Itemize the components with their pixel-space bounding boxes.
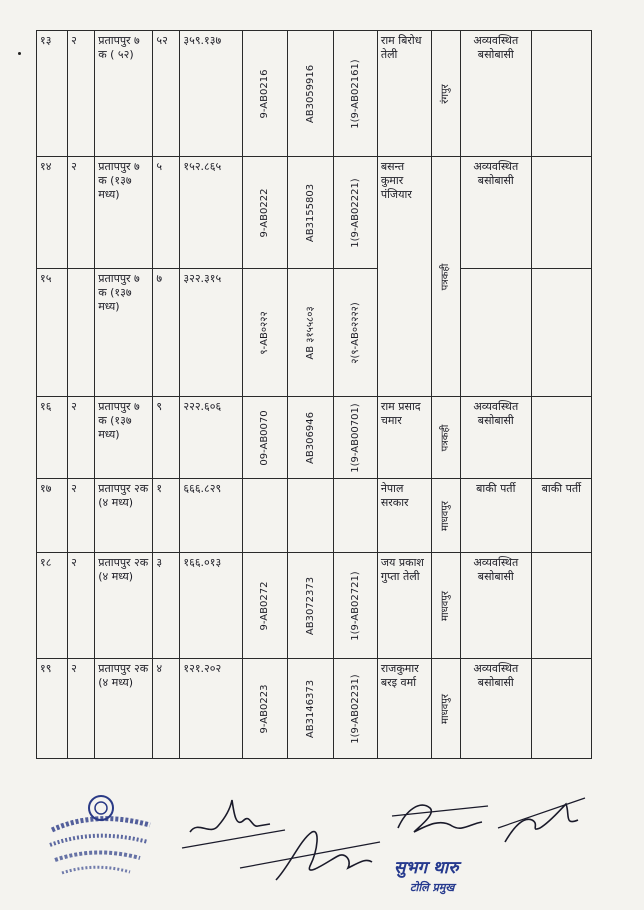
signature-area <box>0 770 644 910</box>
signature-3 <box>398 805 482 832</box>
area: १६६.०१३ <box>180 553 242 659</box>
remark <box>531 269 591 397</box>
area: ३५९.१३७ <box>180 31 242 157</box>
serial-number: १७ <box>37 479 68 553</box>
signatory-name: सुभग थारु <box>394 858 459 878</box>
code-2: AB306946 <box>288 397 334 479</box>
code-1: 9-AB0216 <box>242 31 288 157</box>
table-row <box>37 269 592 397</box>
place: प्रतापपुर ७ क (१३७ मध्य) <box>95 157 153 269</box>
area: १२१.२०२ <box>180 659 242 759</box>
code-3: 1(9-AB02221) <box>334 157 378 269</box>
ward-number: २ <box>68 397 95 479</box>
kitta-number: ३ <box>153 553 180 659</box>
owner-name: बसन्त कुमार पंजियार <box>377 157 431 397</box>
code-3 <box>334 479 378 553</box>
land-records-table <box>36 30 592 759</box>
kitta-number: ५ <box>153 157 180 269</box>
place: प्रतापपुर ७ क (१३७ मध्य) <box>95 397 153 479</box>
signature-1 <box>190 800 270 832</box>
address: पत्रकही <box>431 157 460 397</box>
code-3: २(९-AB०२२२२) <box>334 269 378 397</box>
code-3: 1(9-AB02721) <box>334 553 378 659</box>
kitta-number: १ <box>153 479 180 553</box>
area: ६६६.८२९ <box>180 479 242 553</box>
remark <box>531 157 591 269</box>
remark <box>531 397 591 479</box>
code-2: AB ३१५५८०३ <box>288 269 334 397</box>
status: अव्यवस्थित बसोबासी <box>460 553 531 659</box>
ward-number: २ <box>68 479 95 553</box>
ward-number: २ <box>68 553 95 659</box>
code-1: 9-AB0223 <box>242 659 288 759</box>
ward-number: २ <box>68 659 95 759</box>
table-row <box>37 31 592 157</box>
status: अव्यवस्थित बसोबासी <box>460 659 531 759</box>
code-1: ९-AB०२२२ <box>242 269 288 397</box>
address: माधवपुर <box>431 553 460 659</box>
address: माधवपुर <box>431 659 460 759</box>
status: अव्यवस्थित बसोबासी <box>460 157 531 269</box>
code-3: 1(9-AB02161) <box>334 31 378 157</box>
code-3: 1(9-AB02231) <box>334 659 378 759</box>
table-row <box>37 397 592 479</box>
kitta-number: ७ <box>153 269 180 397</box>
code-2 <box>288 479 334 553</box>
owner-name: राम प्रसाद चमार <box>377 397 431 479</box>
area: १५२.८६५ <box>180 157 242 269</box>
owner-name: राजकुमार बरइ वर्मा <box>377 659 431 759</box>
kitta-number: ५२ <box>153 31 180 157</box>
owner-name: जय प्रकाश गुप्ता तेली <box>377 553 431 659</box>
address: रंगपुर <box>431 31 460 157</box>
ward-number: २ <box>68 157 95 269</box>
remark <box>531 31 591 157</box>
place: प्रतापपुर २क (४ मध्य) <box>95 553 153 659</box>
serial-number: १८ <box>37 553 68 659</box>
code-2: AB3072373 <box>288 553 334 659</box>
signature-2 <box>276 832 372 880</box>
code-3: 1(9-AB00701) <box>334 397 378 479</box>
place: प्रतापपुर २क (४ मध्य) <box>95 479 153 553</box>
remark <box>531 553 591 659</box>
table-row <box>37 157 592 269</box>
table-row <box>37 479 592 553</box>
code-2: AB3059916 <box>288 31 334 157</box>
remark: बाकी पर्ती <box>531 479 591 553</box>
code-1: 9-AB0222 <box>242 157 288 269</box>
address: माधवपुर <box>431 479 460 553</box>
page-mark <box>18 52 21 55</box>
place: प्रतापपुर २क (४ मध्य) <box>95 659 153 759</box>
signatory-role: टोलि प्रमुख <box>410 881 455 894</box>
serial-number: १३ <box>37 31 68 157</box>
serial-number: १९ <box>37 659 68 759</box>
signature-4 <box>505 804 578 842</box>
serial-number: १५ <box>37 269 68 397</box>
remark <box>531 659 591 759</box>
ward-number: २ <box>68 31 95 157</box>
table-row <box>37 659 592 759</box>
kitta-number: ४ <box>153 659 180 759</box>
code-2: AB3146373 <box>288 659 334 759</box>
ward-number <box>68 269 95 397</box>
table-row <box>37 553 592 659</box>
code-2: AB3155803 <box>288 157 334 269</box>
area: ३२२.३१५ <box>180 269 242 397</box>
kitta-number: ९ <box>153 397 180 479</box>
status: बाकी पर्ती <box>460 479 531 553</box>
code-1: 9-AB0272 <box>242 553 288 659</box>
place: प्रतापपुर ७ क (१३७ मध्य) <box>95 269 153 397</box>
code-1: 09-AB0070 <box>242 397 288 479</box>
area: २२२.६०६ <box>180 397 242 479</box>
status <box>460 269 531 397</box>
status: अव्यवस्थित बसोबासी <box>460 31 531 157</box>
owner-name: राम बिरोध तेली <box>377 31 431 157</box>
address: पत्रकही <box>431 397 460 479</box>
serial-number: १६ <box>37 397 68 479</box>
place: प्रतापपुर ७ क ( ५२) <box>95 31 153 157</box>
code-1 <box>242 479 288 553</box>
status: अव्यवस्थित बसोबासी <box>460 397 531 479</box>
official-seal <box>50 796 150 873</box>
owner-name: नेपाल सरकार <box>377 479 431 553</box>
serial-number: १४ <box>37 157 68 269</box>
